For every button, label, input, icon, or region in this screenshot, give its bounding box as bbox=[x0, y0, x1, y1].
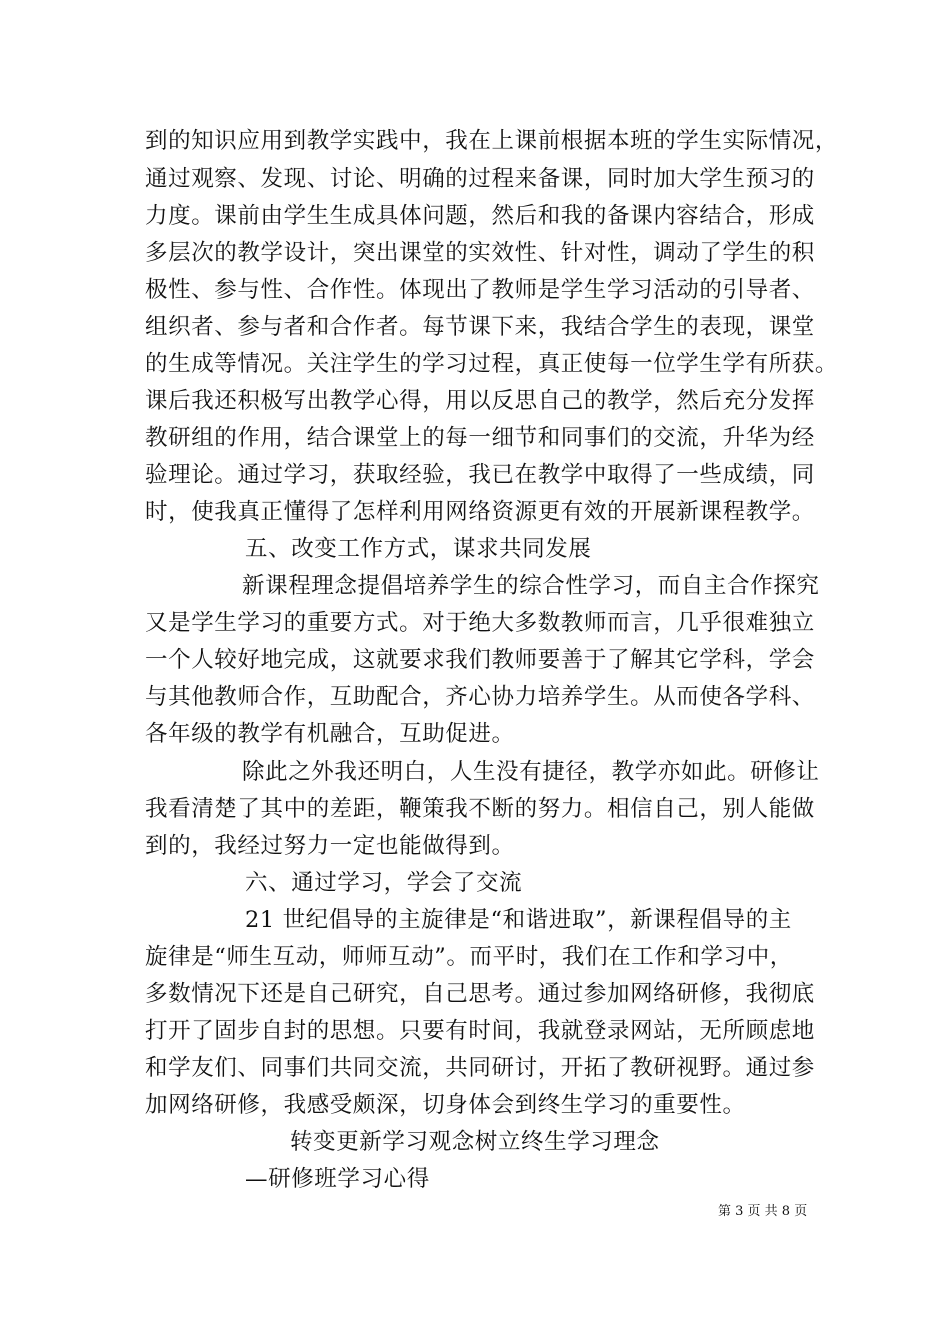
article-title: 转变更新学习观念树立终生学习理念 bbox=[290, 1129, 660, 1155]
text-line: 我看清楚了其中的差距，鞭策我不断的努力。相信自己，别人能做 bbox=[145, 796, 815, 822]
section-heading: 六、通过学习，学会了交流 bbox=[245, 870, 523, 896]
text-line: 加网络研修，我感受颇深，切身体会到终生学习的重要性。 bbox=[145, 1092, 746, 1118]
text-line: 到的，我经过努力一定也能做得到。 bbox=[145, 833, 515, 859]
text-line: 除此之外我还明白，人生没有捷径，教学亦如此。研修让 bbox=[242, 759, 820, 785]
text-line: 课后我还积极写出教学心得，用以反思自己的教学，然后充分发挥 bbox=[145, 388, 815, 414]
text-line: 打开了固步自封的思想。只要有时间，我就登录网站，无所顾虑地 bbox=[145, 1018, 815, 1044]
text-line: 时，使我真正懂得了怎样利用网络资源更有效的开展新课程教学。 bbox=[145, 499, 815, 525]
text-line: 通过观察、发现、讨论、明确的过程来备课，同时加大学生预习的 bbox=[145, 166, 815, 192]
text-line: 各年级的教学有机融合，互助促进。 bbox=[145, 721, 515, 747]
text-line: 又是学生学习的重要方式。对于绝大多数教师而言，几乎很难独立 bbox=[145, 610, 815, 636]
article-subtitle: —研修班学习心得 bbox=[245, 1166, 430, 1192]
text-line: 教研组的作用，结合课堂上的每一细节和同事们的交流，升华为经 bbox=[145, 425, 815, 451]
text-line: 和学友们、同事们共同交流，共同研讨，开拓了教研视野。通过参 bbox=[145, 1055, 815, 1081]
text-line: 多层次的教学设计，突出课堂的实效性、针对性，调动了学生的积 bbox=[145, 240, 815, 266]
text-line: 新课程理念提倡培养学生的综合性学习，而自主合作探究 bbox=[242, 573, 820, 599]
page-number: 第 3 页 共 8 页 bbox=[718, 1204, 808, 1219]
text-line: 旋律是“师生互动，师师互动”。而平时，我们在工作和学习中， bbox=[145, 944, 793, 970]
text-line: 力度。课前由学生生成具体问题，然后和我的备课内容结合，形成 bbox=[145, 203, 815, 229]
section-heading: 五、改变工作方式，谋求共同发展 bbox=[245, 536, 592, 562]
text-line: 多数情况下还是自己研究，自己思考。通过参加网络研修，我彻底 bbox=[145, 981, 815, 1007]
text-line: 到的知识应用到教学实践中，我在上课前根据本班的学生实际情况， bbox=[145, 128, 839, 154]
text-line: 的生成等情况。关注学生的学习过程，真正使每一位学生学有所获。 bbox=[145, 351, 839, 377]
text-line: 一个人较好地完成，这就要求我们教师要善于了解其它学科，学会 bbox=[145, 647, 815, 673]
text-line: 与其他教师合作，互助配合，齐心协力培养学生。从而使各学科、 bbox=[145, 684, 815, 710]
text-line: 21 世纪倡导的主旋律是“和谐进取”，新课程倡导的主 bbox=[245, 907, 792, 933]
text-line: 组织者、参与者和合作者。每节课下来，我结合学生的表现，课堂 bbox=[145, 314, 815, 340]
text-line: 极性、参与性、合作性。体现出了教师是学生学习活动的引导者、 bbox=[145, 277, 815, 303]
text-line: 验理论。通过学习，获取经验，我已在教学中取得了一些成绩，同 bbox=[145, 462, 815, 488]
